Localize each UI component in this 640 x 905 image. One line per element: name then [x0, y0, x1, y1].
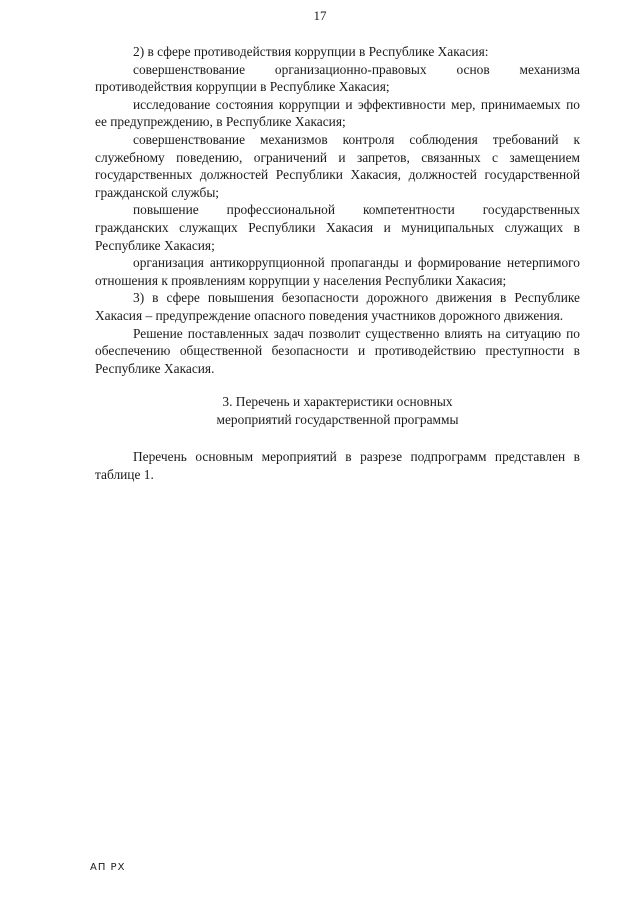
document-body — [95, 43, 580, 484]
paragraph: совершенствование механизмов контроля соблюдения требований к служебному поведению, ограничений и запретов, связанных с замещением государственных должностей Республики Хакасия, должностей государственной гражданской службы; — [95, 131, 580, 200]
paragraph: 2) в сфере противодействия коррупции в Республике Хакасия: — [133, 44, 489, 59]
paragraph: Решение поставленных задач позволит существенно влиять на ситуацию по обеспечению общественной безопасности и противодействию преступности в Республике Хакасия. — [95, 325, 580, 376]
section-heading-line-2: мероприятий государственной программы — [216, 411, 459, 427]
section-heading-line-1: 3. Перечень и характеристики основных — [222, 394, 453, 410]
page-number: 17 — [313, 8, 327, 23]
paragraph: повышение профессиональной компетентности государственных гражданских служащих Республики Хакасия и муниципальных служащих в Республике Хакасия; — [95, 202, 580, 253]
paragraph: организация антикоррупционной пропаганды и формирование нетерпимого отношения к проявлениям коррупции у населения Республики Хакасия; — [95, 255, 580, 288]
section-heading — [95, 393, 580, 428]
paragraph: исследование состояния коррупции и эффективности мер, принимаемых по ее предупреждению, в Республике Хакасия; — [95, 96, 580, 130]
paragraph: Перечень основным мероприятий в разрезе подпрограмм представлен в таблице 1. — [95, 449, 580, 483]
footer-stamp: АП РХ — [90, 862, 126, 873]
paragraph: 3) в сфере повышения безопасности дорожного движения в Республике Хакасия – предупреждение опасного поведения участников дорожного движения. — [95, 290, 580, 323]
paragraph: совершенствование организационно-правовых основ механизма противодействия коррупции в Республике Хакасия; — [95, 61, 580, 95]
